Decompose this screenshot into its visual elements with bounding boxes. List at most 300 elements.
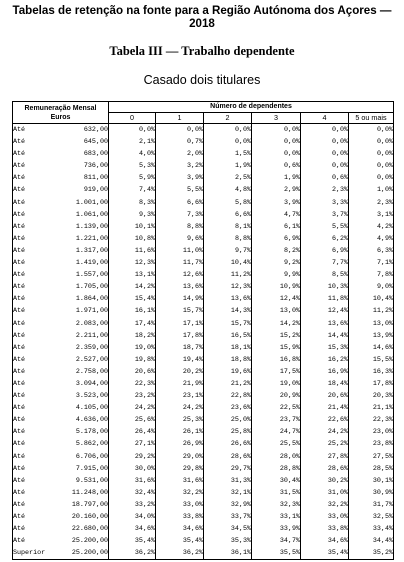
rate-cell: 4,9% xyxy=(376,234,393,243)
rate-cell: 33,2% xyxy=(109,499,156,511)
header-remuneration xyxy=(13,102,109,124)
bracket-label: Até xyxy=(13,392,26,401)
bracket-amount: 1.864,00 xyxy=(75,295,108,304)
rate-cell: 22,6% xyxy=(301,414,349,426)
rate-cell: 12,4% xyxy=(252,293,301,305)
rate-cell: 9,9% xyxy=(252,269,301,281)
remuneration-cell xyxy=(13,390,109,402)
bracket-amount: 1.001,00 xyxy=(75,198,108,207)
rate-cell: 10,4% xyxy=(372,295,393,304)
rate-cell: 0,6% xyxy=(252,160,301,172)
rate-cell: 13,1% xyxy=(109,269,156,281)
rate-cell: 20,3% xyxy=(372,392,393,401)
bracket-label: Até xyxy=(13,525,26,534)
dependents-col-header: 0 xyxy=(109,113,156,124)
bracket-label: Até xyxy=(13,367,26,376)
rate-cell: 6,9% xyxy=(252,233,301,245)
rate-cell: 6,6% xyxy=(156,197,204,209)
rate-cell: 22,8% xyxy=(204,390,252,402)
rate-cell: 0,0% xyxy=(156,124,204,137)
rate-cell: 34,4% xyxy=(372,537,393,546)
rate-cell: 18,2% xyxy=(109,330,156,342)
rate-cell: 1,9% xyxy=(252,172,301,184)
bracket-label: Até xyxy=(13,259,26,268)
bracket-amount: 632,00 xyxy=(83,126,108,134)
rate-cell: 15,7% xyxy=(204,318,252,330)
bracket-label: Até xyxy=(13,537,26,546)
remuneration-cell xyxy=(13,463,109,475)
rate-cell: 25,8% xyxy=(204,426,252,438)
rate-cell: 14,6% xyxy=(372,343,393,352)
rate-cell: 2,3% xyxy=(376,198,393,207)
bracket-amount: 4.105,00 xyxy=(75,404,108,413)
bracket-amount: 9.531,00 xyxy=(75,476,108,485)
rate-cell: 3,2% xyxy=(156,160,204,172)
remuneration-cell xyxy=(13,148,109,160)
rate-cell: 2,5% xyxy=(204,172,252,184)
rate-cell: 16,3% xyxy=(372,367,393,376)
bracket-amount: 811,00 xyxy=(83,174,108,183)
remuneration-cell xyxy=(13,499,109,511)
rate-cell: 15,3% xyxy=(301,342,349,354)
rate-cell: 28,6% xyxy=(301,463,349,475)
remuneration-cell xyxy=(13,487,109,499)
bracket-amount: 1.317,00 xyxy=(75,246,108,255)
rate-cell: 4,7% xyxy=(252,209,301,221)
bracket-amount: 1.139,00 xyxy=(75,222,108,231)
remuneration-cell xyxy=(13,172,109,184)
rate-cell: 13,6% xyxy=(204,293,252,305)
rate-cell: 16,5% xyxy=(204,330,252,342)
rate-cell: 36,1% xyxy=(204,547,252,560)
rate-cell: 11,2% xyxy=(372,307,393,316)
rate-cell: 5,3% xyxy=(109,160,156,172)
rate-cell: 19,8% xyxy=(109,354,156,366)
table-row xyxy=(13,547,394,560)
table-row xyxy=(13,342,394,354)
bracket-label: Até xyxy=(13,307,26,316)
rate-cell: 0,0% xyxy=(376,162,393,171)
bracket-label: Até xyxy=(13,488,26,497)
rate-cell: 12,3% xyxy=(109,257,156,269)
rate-cell: 19,4% xyxy=(156,354,204,366)
rate-cell: 9,0% xyxy=(376,283,393,292)
rate-cell: 29,0% xyxy=(156,451,204,463)
remuneration-cell xyxy=(13,366,109,378)
bracket-label: Até xyxy=(13,404,26,413)
table-row xyxy=(13,305,394,317)
rate-cell: 22,3% xyxy=(372,416,393,425)
rate-cell: 0,0% xyxy=(204,136,252,148)
rate-cell: 6,2% xyxy=(301,233,349,245)
rate-cell: 19,0% xyxy=(252,378,301,390)
rate-cell: 11,0% xyxy=(156,245,204,257)
remuneration-cell xyxy=(13,305,109,317)
rate-cell: 13,0% xyxy=(252,305,301,317)
table-row xyxy=(13,197,394,209)
rate-cell: 30,4% xyxy=(252,475,301,487)
rate-cell: 35,5% xyxy=(252,547,301,560)
rate-cell: 13,6% xyxy=(156,281,204,293)
rate-cell: 31,0% xyxy=(301,487,349,499)
rate-cell: 16,9% xyxy=(301,366,349,378)
bracket-label: Até xyxy=(13,500,26,509)
rate-cell: 2,9% xyxy=(252,184,301,196)
table-subtitle: Tabela III — Trabalho dependente xyxy=(109,44,295,58)
rate-cell: 18,8% xyxy=(204,354,252,366)
table-row xyxy=(13,269,394,281)
rate-cell: 0,6% xyxy=(301,172,349,184)
bracket-label: Até xyxy=(13,295,26,304)
bracket-amount: 3.094,00 xyxy=(75,379,108,388)
remuneration-cell xyxy=(13,342,109,354)
remuneration-cell xyxy=(13,257,109,269)
rate-cell: 8,8% xyxy=(204,233,252,245)
bracket-label: Até xyxy=(13,452,26,461)
bracket-label: Até xyxy=(13,440,26,449)
rate-cell: 21,9% xyxy=(156,378,204,390)
rate-cell: 15,2% xyxy=(252,330,301,342)
dependents-col-header: 2 xyxy=(204,113,252,124)
rate-cell: 11,7% xyxy=(156,257,204,269)
bracket-label: Até xyxy=(13,283,26,292)
bracket-amount: 645,00 xyxy=(83,138,108,147)
bracket-amount: 919,00 xyxy=(83,186,108,195)
table-row xyxy=(13,426,394,438)
rate-cell: 21,4% xyxy=(301,402,349,414)
bracket-amount: 1.557,00 xyxy=(75,271,108,280)
table-row xyxy=(13,523,394,535)
remuneration-cell xyxy=(13,160,109,172)
rate-cell: 33,4% xyxy=(372,525,393,534)
table-row xyxy=(13,184,394,196)
rate-cell: 26,6% xyxy=(204,438,252,450)
rate-cell: 26,1% xyxy=(156,426,204,438)
rate-cell: 30,0% xyxy=(109,463,156,475)
rate-cell: 13,6% xyxy=(301,318,349,330)
rate-cell: 26,4% xyxy=(109,426,156,438)
rate-cell: 14,3% xyxy=(204,305,252,317)
table-row xyxy=(13,438,394,450)
remuneration-cell xyxy=(13,475,109,487)
rate-cell: 13,9% xyxy=(372,331,393,340)
bracket-label: Até xyxy=(13,174,26,183)
bracket-label: Até xyxy=(13,210,26,219)
rate-cell: 23,0% xyxy=(372,428,393,437)
rate-cell: 2,0% xyxy=(156,148,204,160)
rate-cell: 23,6% xyxy=(204,402,252,414)
table-row xyxy=(13,451,394,463)
rate-cell: 6,9% xyxy=(301,245,349,257)
bracket-label: Até xyxy=(13,198,26,207)
rate-cell: 0,0% xyxy=(109,124,156,137)
rate-cell: 26,9% xyxy=(156,438,204,450)
rate-cell: 23,1% xyxy=(156,390,204,402)
rate-cell: 18,7% xyxy=(156,342,204,354)
table-row xyxy=(13,330,394,342)
rate-cell: 27,8% xyxy=(301,451,349,463)
rate-cell: 29,8% xyxy=(156,463,204,475)
rate-cell: 36,2% xyxy=(156,547,204,560)
rate-cell: 10,1% xyxy=(109,221,156,233)
remuneration-cell xyxy=(13,269,109,281)
table-row xyxy=(13,354,394,366)
dependents-col-header: 3 xyxy=(252,113,301,124)
rate-cell: 0,7% xyxy=(156,136,204,148)
rate-cell: 0,0% xyxy=(301,136,349,148)
bracket-amount: 2.083,00 xyxy=(75,319,108,328)
rate-cell: 3,9% xyxy=(252,197,301,209)
table-row xyxy=(13,172,394,184)
table-row xyxy=(13,233,394,245)
bracket-label: Até xyxy=(13,331,26,340)
rate-cell: 28,6% xyxy=(204,451,252,463)
remuneration-cell xyxy=(13,184,109,196)
rate-cell: 10,4% xyxy=(204,257,252,269)
dependents-col-header: 4 xyxy=(301,113,349,124)
rate-cell: 28,0% xyxy=(252,451,301,463)
rate-cell: 10,8% xyxy=(109,233,156,245)
rate-cell: 20,6% xyxy=(301,390,349,402)
rate-cell: 7,7% xyxy=(301,257,349,269)
rate-cell: 31,3% xyxy=(204,475,252,487)
rate-cell: 35,3% xyxy=(204,535,252,547)
rate-cell: 24,2% xyxy=(109,402,156,414)
rate-cell: 18,4% xyxy=(301,378,349,390)
rate-cell: 32,4% xyxy=(109,487,156,499)
table-row xyxy=(13,281,394,293)
rate-cell: 12,6% xyxy=(156,269,204,281)
rate-cell: 0,0% xyxy=(252,124,301,137)
table-caption: Casado dois titulares xyxy=(143,73,261,87)
rate-cell: 0,0% xyxy=(376,174,393,183)
rate-cell: 25,6% xyxy=(109,414,156,426)
bracket-label: Até xyxy=(13,138,26,147)
bracket-label: Até xyxy=(13,379,26,388)
rate-cell: 35,4% xyxy=(109,535,156,547)
remuneration-cell xyxy=(13,209,109,221)
remuneration-cell xyxy=(13,354,109,366)
rate-cell: 24,7% xyxy=(252,426,301,438)
rate-cell: 0,0% xyxy=(204,124,252,137)
rate-cell: 29,7% xyxy=(204,463,252,475)
rate-cell: 20,9% xyxy=(252,390,301,402)
bracket-amount: 736,00 xyxy=(83,162,108,171)
bracket-label: Até xyxy=(13,186,26,195)
table-row xyxy=(13,221,394,233)
rate-cell: 5,8% xyxy=(204,197,252,209)
rate-cell: 35,2% xyxy=(372,549,393,558)
rate-cell: 23,7% xyxy=(252,414,301,426)
table-row xyxy=(13,148,394,160)
rate-cell: 0,0% xyxy=(376,150,393,159)
table-row xyxy=(13,378,394,390)
rate-cell: 9,6% xyxy=(156,233,204,245)
rate-cell: 7,4% xyxy=(109,184,156,196)
table-row xyxy=(13,390,394,402)
rate-cell: 16,8% xyxy=(252,354,301,366)
dependents-col-header: 5 ou mais xyxy=(349,113,394,124)
table-row xyxy=(13,535,394,547)
remuneration-cell xyxy=(13,281,109,293)
rate-cell: 22,3% xyxy=(109,378,156,390)
rate-cell: 4,0% xyxy=(109,148,156,160)
remuneration-cell xyxy=(13,523,109,535)
rate-cell: 8,1% xyxy=(204,221,252,233)
rate-cell: 0,0% xyxy=(301,160,349,172)
bracket-label: Até xyxy=(13,355,26,364)
rate-cell: 11,6% xyxy=(109,245,156,257)
rate-cell: 31,5% xyxy=(252,487,301,499)
rate-cell: 27,5% xyxy=(372,452,393,461)
rate-cell: 4,8% xyxy=(204,184,252,196)
bracket-amount: 2.527,00 xyxy=(75,355,108,364)
rate-cell: 32,2% xyxy=(301,499,349,511)
remuneration-cell xyxy=(13,245,109,257)
bracket-label: Até xyxy=(13,222,26,231)
rate-cell: 1,5% xyxy=(204,148,252,160)
bracket-label: Até xyxy=(13,234,26,243)
rate-cell: 23,2% xyxy=(109,390,156,402)
rate-cell: 32,5% xyxy=(372,513,393,521)
remuneration-cell xyxy=(13,511,109,523)
table-row xyxy=(13,160,394,172)
rate-cell: 25,5% xyxy=(252,438,301,450)
rate-cell: 33,1% xyxy=(252,511,301,523)
rate-cell: 15,7% xyxy=(156,305,204,317)
remuneration-cell xyxy=(13,318,109,330)
rate-cell: 33,9% xyxy=(252,523,301,535)
rate-cell: 14,2% xyxy=(252,318,301,330)
rate-cell: 17,4% xyxy=(109,318,156,330)
rate-cell: 4,2% xyxy=(376,222,393,231)
rate-cell: 32,1% xyxy=(204,487,252,499)
remuneration-cell xyxy=(13,197,109,209)
remuneration-cell xyxy=(13,414,109,426)
remuneration-cell xyxy=(13,136,109,148)
rate-cell: 0,0% xyxy=(376,126,393,134)
remuneration-cell xyxy=(13,233,109,245)
rate-cell: 3,3% xyxy=(301,197,349,209)
remuneration-cell xyxy=(13,426,109,438)
rate-cell: 22,5% xyxy=(252,402,301,414)
remuneration-cell xyxy=(13,378,109,390)
bracket-amount: 7.915,00 xyxy=(75,464,108,473)
rate-cell: 8,5% xyxy=(301,269,349,281)
rate-cell: 0,0% xyxy=(252,148,301,160)
rate-cell: 0,0% xyxy=(301,124,349,137)
remuneration-cell xyxy=(13,402,109,414)
bracket-label: Até xyxy=(13,464,26,473)
bracket-amount: 20.160,00 xyxy=(71,513,108,521)
rate-cell: 32,9% xyxy=(204,499,252,511)
rate-cell: 3,9% xyxy=(156,172,204,184)
rate-cell: 16,1% xyxy=(109,305,156,317)
rate-cell: 19,0% xyxy=(109,342,156,354)
rate-cell: 5,5% xyxy=(156,184,204,196)
table-row xyxy=(13,487,394,499)
rate-cell: 7,8% xyxy=(376,271,393,280)
rate-cell: 33,7% xyxy=(204,511,252,523)
rate-cell: 23,8% xyxy=(372,440,393,449)
table-row xyxy=(13,124,394,137)
rate-cell: 14,9% xyxy=(156,293,204,305)
rate-cell: 27,1% xyxy=(109,438,156,450)
rate-cell: 33,0% xyxy=(156,499,204,511)
rate-cell: 31,7% xyxy=(372,500,393,509)
bracket-amount: 1.419,00 xyxy=(75,259,108,268)
bracket-amount: 1.705,00 xyxy=(75,283,108,292)
bracket-label: Até xyxy=(13,126,26,134)
rate-cell: 34,6% xyxy=(301,535,349,547)
rate-cell: 33,8% xyxy=(301,523,349,535)
rate-cell: 8,3% xyxy=(109,197,156,209)
rate-cell: 15,5% xyxy=(372,355,393,364)
rate-cell: 19,6% xyxy=(204,366,252,378)
bracket-label: Até xyxy=(13,246,26,255)
rate-cell: 36,2% xyxy=(109,547,156,560)
bracket-amount: 25.200,00 xyxy=(71,549,108,558)
rate-cell: 17,1% xyxy=(156,318,204,330)
rate-cell: 34,6% xyxy=(109,523,156,535)
rate-cell: 8,2% xyxy=(252,245,301,257)
rate-cell: 33,0% xyxy=(301,511,349,523)
bracket-amount: 25.200,00 xyxy=(71,537,108,546)
withholding-table xyxy=(12,101,394,560)
rate-cell: 33,8% xyxy=(156,511,204,523)
bracket-amount: 4.636,00 xyxy=(75,416,108,425)
rate-cell: 15,4% xyxy=(109,293,156,305)
rate-cell: 28,8% xyxy=(252,463,301,475)
rate-cell: 17,8% xyxy=(372,379,393,388)
rate-cell: 0,0% xyxy=(376,138,393,147)
remuneration-cell xyxy=(13,547,109,560)
rate-cell: 28,5% xyxy=(372,464,393,473)
document-title: Tabelas de retenção na fonte para a Região Autónoma dos Açores — 2018 xyxy=(12,4,392,30)
table-row xyxy=(13,318,394,330)
rate-cell: 35,4% xyxy=(301,547,349,560)
rate-cell: 30,2% xyxy=(301,475,349,487)
rate-cell: 8,8% xyxy=(156,221,204,233)
table-row xyxy=(13,293,394,305)
bracket-amount: 6.706,00 xyxy=(75,452,108,461)
table-row xyxy=(13,402,394,414)
rate-cell: 11,2% xyxy=(204,269,252,281)
remuneration-cell xyxy=(13,330,109,342)
bracket-amount: 1.221,00 xyxy=(75,234,108,243)
bracket-amount: 2.211,00 xyxy=(75,331,108,340)
table-row xyxy=(13,463,394,475)
rate-cell: 9,2% xyxy=(252,257,301,269)
bracket-amount: 3.523,00 xyxy=(75,392,108,401)
bracket-amount: 5.178,00 xyxy=(75,428,108,437)
rate-cell: 2,1% xyxy=(109,136,156,148)
table-row xyxy=(13,209,394,221)
rate-cell: 6,6% xyxy=(204,209,252,221)
rate-cell: 10,3% xyxy=(301,281,349,293)
remuneration-cell xyxy=(13,535,109,547)
table-body xyxy=(13,124,394,560)
rate-cell: 15,9% xyxy=(252,342,301,354)
rate-cell: 18,1% xyxy=(204,342,252,354)
rate-cell: 10,9% xyxy=(252,281,301,293)
rate-cell: 25,3% xyxy=(156,414,204,426)
rate-cell: 6,3% xyxy=(376,246,393,255)
remuneration-cell xyxy=(13,451,109,463)
rate-cell: 29,2% xyxy=(109,451,156,463)
rate-cell: 32,2% xyxy=(156,487,204,499)
rate-cell: 34,7% xyxy=(252,535,301,547)
